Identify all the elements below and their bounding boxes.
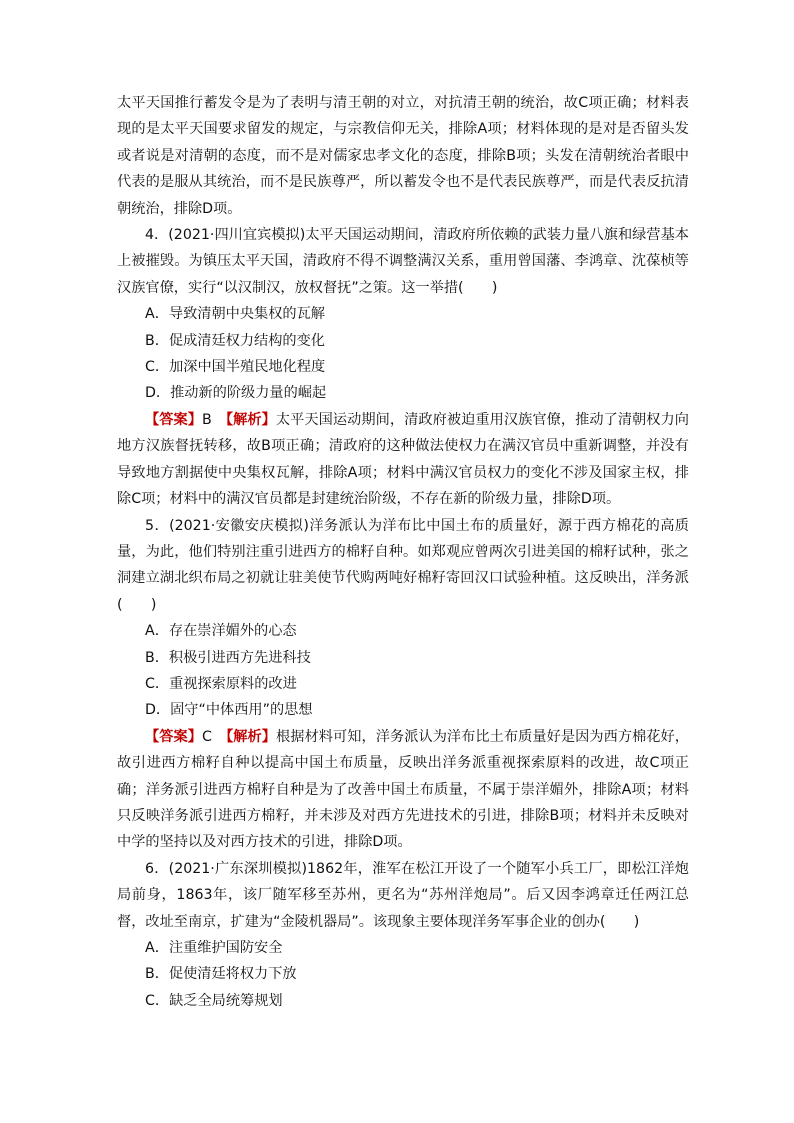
question-6 bbox=[117, 856, 689, 1014]
question-6-option-b: B．促使清廷将权力下放 bbox=[145, 966, 297, 983]
answer-tag: 【答案】 bbox=[145, 411, 202, 428]
question-5 bbox=[117, 513, 689, 856]
analysis-tag: 【解析】 bbox=[226, 728, 277, 745]
question-5-analysis-text: 根据材料可知，洋务派认为洋布比土布质量好是因为西方棉花好，故引进西方棉籽自种以提高中国土布质量，反映出洋务派重视探索原料的改进，故C项正确；洋务派引进西方棉籽自种是为了改善中国土布质量，不属于崇洋媚外，排除A项；材料只反映洋务派引进西方棉籽，并未涉及对西方先进技术的引进，排除B项；材料并未反映对中学的坚持以及对西方技术的引进，排除D项。 bbox=[117, 728, 689, 851]
question-6-stem: 6．(2021·广东深圳模拟)1862年，淮军在松江开设了一个随军小兵工厂，即松江洋炮局前身，1863年，该厂随军移至苏州，更名为“苏州洋炮局”。后又因李鸿章迁任两江总督，改址至南京，扩建为“金陵机器局”。该现象主要体现洋务军事企业的创办( ) bbox=[117, 860, 689, 930]
question-6-option-c: C．缺乏全局统筹规划 bbox=[145, 992, 283, 1009]
intro-analysis-paragraph: 太平天国推行蓄发令是为了表明与清王朝的对立，对抗清王朝的统治，故C项正确；材料表现的是太平天国要求留发的规定，与宗教信仰无关，排除A项；材料体现的是对是否留头发或者说是对清朝的态度，而不是对儒家忠孝文化的态度，排除B项；头发在清朝统治者眼中代表的是服从其统治，而不是民族尊严，所以蓄发令也不是代表民族尊严，而是代表反抗清朝统治，排除D项。 bbox=[117, 95, 689, 217]
question-4-answer-letter: B bbox=[201, 411, 227, 428]
question-4-option-c: C．加深中国半殖民地化程度 bbox=[145, 359, 326, 376]
question-4-stem: 4．(2021·四川宜宾模拟)太平天国运动期间，清政府所依赖的武装力量八旗和绿营基本上被摧毁。为镇压太平天国，清政府不得不调整满汉关系，重用曾国藩、李鸿章、沈葆桢等汉族官僚，实行“以汉制汉，放权督抚”之策。这一举措( ) bbox=[117, 227, 689, 296]
question-5-answer-letter: C bbox=[201, 728, 227, 745]
question-5-option-a: A．存在崇洋媚外的心态 bbox=[145, 623, 297, 640]
question-4-option-d: D．推动新的阶级力量的崛起 bbox=[145, 385, 327, 402]
question-5-option-d: D．固守“中体西用”的思想 bbox=[145, 702, 313, 719]
question-4-option-a: A．导致清朝中央集权的瓦解 bbox=[145, 306, 325, 323]
answer-tag: 【答案】 bbox=[145, 728, 202, 745]
question-5-answer-paragraph bbox=[117, 724, 689, 856]
question-4-option-b: B．促成清廷权力结构的变化 bbox=[145, 332, 325, 349]
question-6-option-a: A．注重维护国防安全 bbox=[145, 940, 283, 956]
analysis-tag: 【解析】 bbox=[226, 411, 276, 428]
question-4 bbox=[117, 222, 689, 512]
document-page bbox=[117, 90, 689, 1014]
question-5-option-c: C．重视探索原料的改进 bbox=[145, 675, 297, 692]
question-5-option-b: B．积极引进西方先进科技 bbox=[145, 649, 311, 666]
question-4-analysis-text: 太平天国运动期间，清政府被迫重用汉族官僚，推动了清朝权力向地方汉族督抚转移，故B项正确；清政府的这种做法使权力在满汉官员中重新调整，并没有导致地方割据使中央集权瓦解，排除A项；材料中满汉官员权力的变化不涉及国家主权，排除C项；材料中的满汉官员都是封建统治阶级，不存在新的阶级力量，排除D项。 bbox=[117, 411, 689, 508]
question-4-answer-paragraph bbox=[117, 407, 689, 513]
question-5-stem: 5．(2021·安徽安庆模拟)洋务派认为洋布比中国土布的质量好，源于西方棉花的高质量，为此，他们特别注重引进西方的棉籽自种。如郑观应曾两次引进美国的棉籽试种，张之洞建立湖北织布局之初就让驻美使节代购两吨好棉籽寄回汉口试验种植。这反映出，洋务派( ) bbox=[117, 517, 689, 613]
